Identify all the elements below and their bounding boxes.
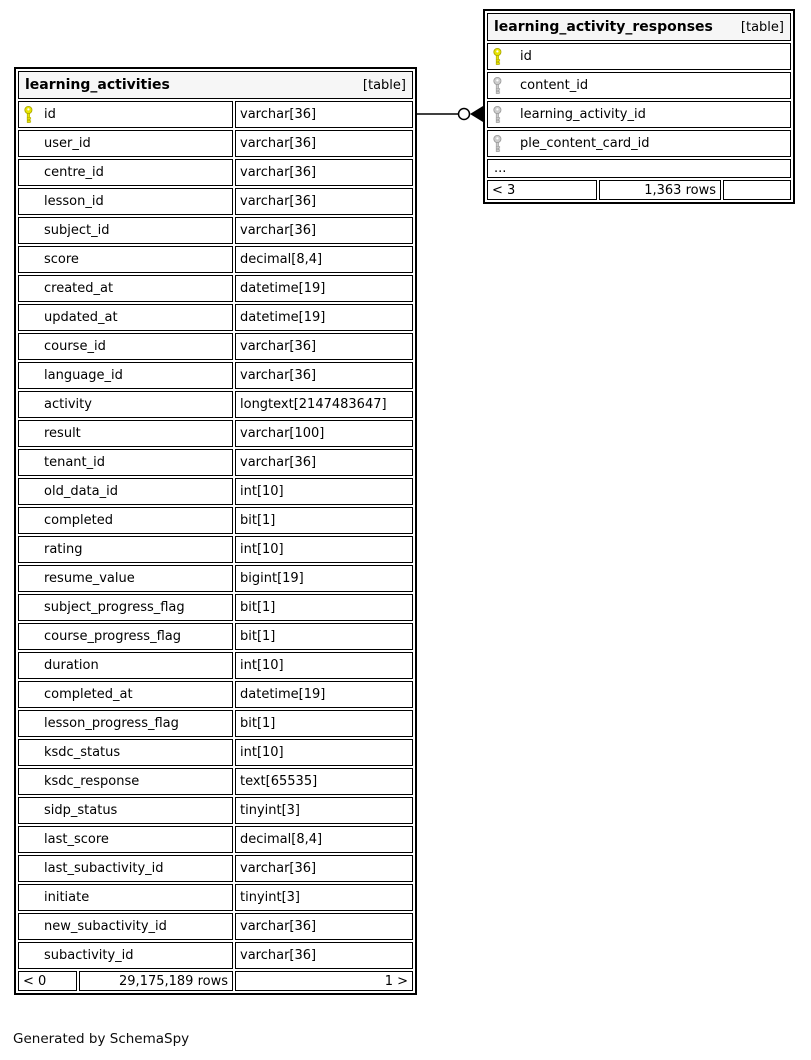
primary-key-icon <box>23 106 34 123</box>
column-row-completed <box>18 507 413 534</box>
column-row-course_progress_flag <box>18 623 413 650</box>
column-type: int[10] <box>235 536 413 563</box>
column-name: content_id <box>520 78 589 93</box>
key-icon-placeholder <box>23 280 34 297</box>
column-name: sidp_status <box>44 803 118 818</box>
column-name: id <box>520 49 532 64</box>
column-row-updated_at <box>18 304 413 331</box>
column-row-duration <box>18 652 413 679</box>
column-type: varchar[36] <box>235 217 413 244</box>
column-type: decimal[8,4] <box>235 826 413 853</box>
column-name: subject_progress_flag <box>44 600 185 615</box>
column-row-course_id <box>18 333 413 360</box>
table-header-learning-activities[interactable] <box>18 71 413 99</box>
key-icon-placeholder <box>23 686 34 703</box>
column-row-lesson_id <box>18 188 413 215</box>
table-node-learning-activities <box>14 67 417 995</box>
column-row-sidp_status <box>18 797 413 824</box>
column-row-initiate <box>18 884 413 911</box>
column-row-subject_progress_flag <box>18 594 413 621</box>
column-name: activity <box>44 397 92 412</box>
table-title: learning_activity_responses <box>494 19 713 35</box>
column-type: text[65535] <box>235 768 413 795</box>
column-name: language_id <box>44 368 123 383</box>
table-title: learning_activities <box>25 77 170 93</box>
key-icon-placeholder <box>23 947 34 964</box>
key-icon-placeholder <box>23 135 34 152</box>
key-icon-placeholder <box>23 570 34 587</box>
column-row-last_subactivity_id <box>18 855 413 882</box>
column-name: tenant_id <box>44 455 106 470</box>
column-name: course_id <box>44 339 106 354</box>
column-row-lesson_progress_flag <box>18 710 413 737</box>
key-icon-placeholder <box>23 802 34 819</box>
column-row-resume_value <box>18 565 413 592</box>
column-type: int[10] <box>235 478 413 505</box>
column-row-activity <box>18 391 413 418</box>
column-type: bigint[19] <box>235 565 413 592</box>
column-type: bit[1] <box>235 710 413 737</box>
column-row-subactivity_id <box>18 942 413 969</box>
foreign-key-icon <box>492 106 503 123</box>
table-footer <box>18 971 413 991</box>
column-name: result <box>44 426 81 441</box>
degree-prev-link[interactable]: < 0 <box>18 971 77 991</box>
key-icon-placeholder <box>23 889 34 906</box>
column-name: id <box>44 107 56 122</box>
column-type: tinyint[3] <box>235 797 413 824</box>
degree-next-link[interactable]: 1 > <box>235 971 413 991</box>
key-icon-placeholder <box>23 918 34 935</box>
column-row-rating <box>18 536 413 563</box>
column-name: resume_value <box>44 571 135 586</box>
column-row-result <box>18 420 413 447</box>
column-row-tenant_id <box>18 449 413 476</box>
column-name: new_subactivity_id <box>44 919 167 934</box>
column-type: datetime[19] <box>235 681 413 708</box>
hidden-columns-ellipsis: ... <box>487 159 791 178</box>
table-type-badge: [table] <box>362 77 406 93</box>
column-name: last_score <box>44 832 109 847</box>
column-type: varchar[36] <box>235 855 413 882</box>
column-type: int[10] <box>235 739 413 766</box>
column-type: varchar[36] <box>235 942 413 969</box>
column-type: varchar[36] <box>235 101 413 128</box>
column-type: bit[1] <box>235 507 413 534</box>
column-row-language_id <box>18 362 413 389</box>
column-type: int[10] <box>235 652 413 679</box>
key-icon-placeholder <box>23 483 34 500</box>
column-row-subject_id <box>18 217 413 244</box>
key-icon-placeholder <box>23 396 34 413</box>
column-row-learning_activity_id <box>487 101 791 128</box>
column-name: subactivity_id <box>44 948 134 963</box>
key-icon-placeholder <box>23 338 34 355</box>
column-name: subject_id <box>44 223 110 238</box>
column-name: lesson_id <box>44 194 104 209</box>
table-footer <box>487 180 791 200</box>
column-name: initiate <box>44 890 90 905</box>
key-icon-placeholder <box>23 193 34 210</box>
column-row-last_score <box>18 826 413 853</box>
column-name: course_progress_flag <box>44 629 181 644</box>
column-name: lesson_progress_flag <box>44 716 179 731</box>
column-name: created_at <box>44 281 114 296</box>
column-type: tinyint[3] <box>235 884 413 911</box>
column-name: ple_content_card_id <box>520 136 650 151</box>
column-name: completed <box>44 513 113 528</box>
degree-prev-link[interactable]: < 3 <box>487 180 597 200</box>
table-type-badge: [table] <box>740 19 784 35</box>
key-icon-placeholder <box>23 831 34 848</box>
column-name: ksdc_response <box>44 774 140 789</box>
column-row-ksdc_status <box>18 739 413 766</box>
column-row-ple_content_card_id <box>487 130 791 157</box>
key-icon-placeholder <box>23 773 34 790</box>
generator-credit: Generated by SchemaSpy <box>13 1031 190 1047</box>
column-row-score <box>18 246 413 273</box>
column-name: updated_at <box>44 310 118 325</box>
column-type: bit[1] <box>235 623 413 650</box>
column-name: rating <box>44 542 83 557</box>
column-name: last_subactivity_id <box>44 861 164 876</box>
key-icon-placeholder <box>23 454 34 471</box>
key-icon-placeholder <box>23 222 34 239</box>
key-icon-placeholder <box>23 309 34 326</box>
key-icon-placeholder <box>23 425 34 442</box>
primary-key-icon <box>492 48 503 65</box>
row-count: 29,175,189 rows <box>79 971 233 991</box>
relationship-connector <box>417 101 483 127</box>
column-type: longtext[2147483647] <box>235 391 413 418</box>
row-count: 1,363 rows <box>599 180 721 200</box>
column-type: varchar[36] <box>235 333 413 360</box>
key-icon-placeholder <box>23 860 34 877</box>
column-name: score <box>44 252 79 267</box>
column-type: varchar[36] <box>235 130 413 157</box>
degree-next-link[interactable] <box>723 180 791 200</box>
key-icon-placeholder <box>23 251 34 268</box>
column-type: varchar[36] <box>235 449 413 476</box>
column-name: completed_at <box>44 687 133 702</box>
column-name: duration <box>44 658 99 673</box>
column-name: user_id <box>44 136 91 151</box>
column-row-old_data_id <box>18 478 413 505</box>
column-name: ksdc_status <box>44 745 121 760</box>
key-icon-placeholder <box>23 512 34 529</box>
key-icon-placeholder <box>23 599 34 616</box>
key-icon-placeholder <box>23 744 34 761</box>
column-name: old_data_id <box>44 484 118 499</box>
column-row-user_id <box>18 130 413 157</box>
column-type: varchar[36] <box>235 913 413 940</box>
column-row-id <box>18 101 413 128</box>
crowfoot-arrow <box>470 106 483 122</box>
key-icon-placeholder <box>23 657 34 674</box>
key-icon-placeholder <box>23 367 34 384</box>
foreign-key-icon <box>492 77 503 94</box>
column-row-created_at <box>18 275 413 302</box>
column-type: varchar[36] <box>235 188 413 215</box>
column-row-new_subactivity_id <box>18 913 413 940</box>
column-row-content_id <box>487 72 791 99</box>
column-type: datetime[19] <box>235 304 413 331</box>
table-node-learning-activity-responses <box>483 9 795 204</box>
column-row-id <box>487 43 791 70</box>
column-row-ksdc_response <box>18 768 413 795</box>
key-icon-placeholder <box>23 715 34 732</box>
column-type: datetime[19] <box>235 275 413 302</box>
column-type: varchar[36] <box>235 362 413 389</box>
key-icon-placeholder <box>23 164 34 181</box>
column-type: varchar[100] <box>235 420 413 447</box>
column-row-centre_id <box>18 159 413 186</box>
table-header-learning-activity-responses[interactable] <box>487 13 791 41</box>
key-icon-placeholder <box>23 628 34 645</box>
column-type: decimal[8,4] <box>235 246 413 273</box>
zero-cardinality-circle <box>459 109 470 120</box>
column-name: learning_activity_id <box>520 107 646 122</box>
column-type: bit[1] <box>235 594 413 621</box>
column-row-completed_at <box>18 681 413 708</box>
column-type: varchar[36] <box>235 159 413 186</box>
foreign-key-icon <box>492 135 503 152</box>
key-icon-placeholder <box>23 541 34 558</box>
column-name: centre_id <box>44 165 104 180</box>
